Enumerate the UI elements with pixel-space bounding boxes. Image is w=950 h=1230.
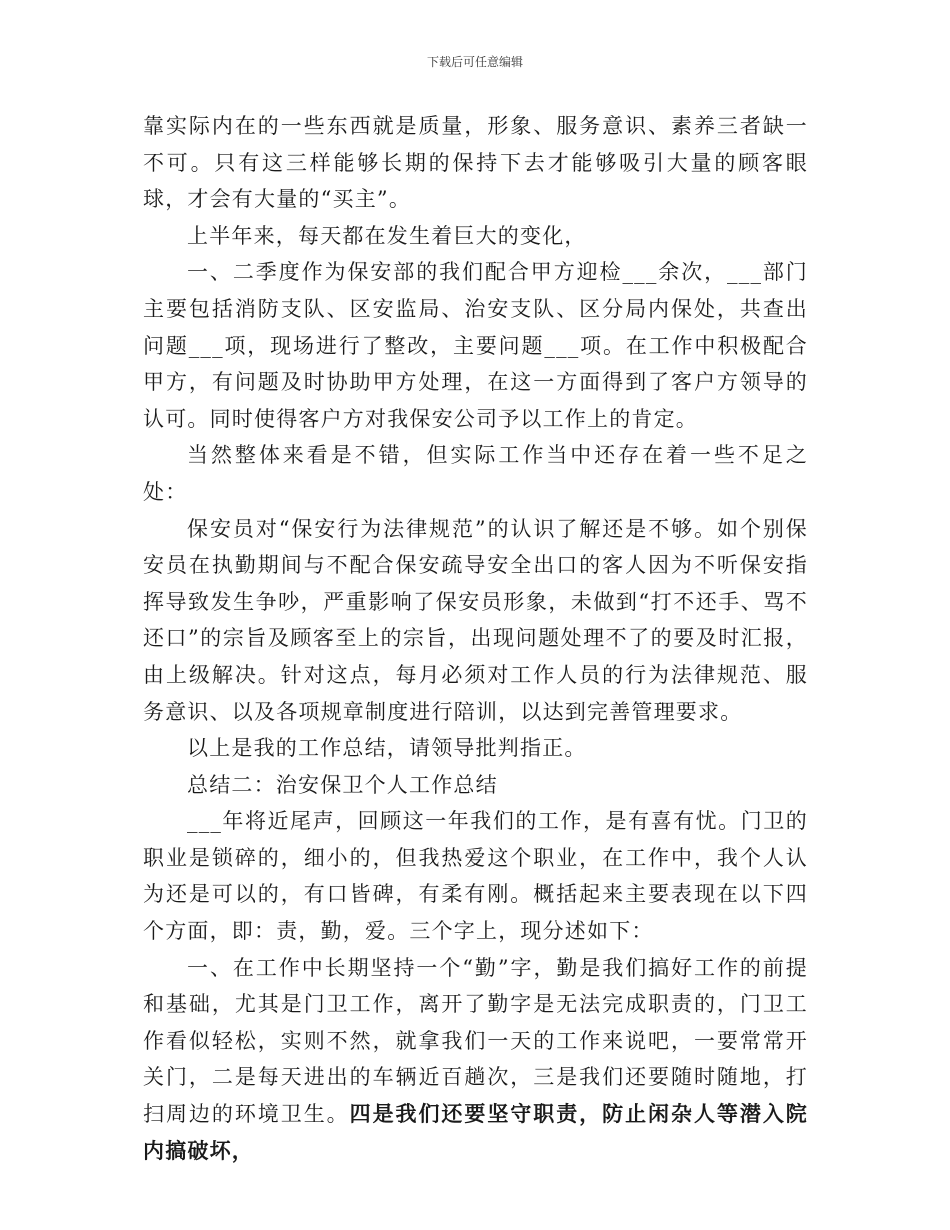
page-header: 下载后可任意编辑 xyxy=(426,55,523,69)
document-body xyxy=(143,108,808,1169)
section-heading-summary-two: 总结二：治安保卫个人工作总结 xyxy=(187,772,498,797)
paragraph-diligence-bold-text: 四是我们还要坚守职责，防止闲杂人等潜入院内搞破坏， xyxy=(143,1101,808,1163)
paragraph-inspections: 一、二季度作为保安部的我们配合甲方迎检___余次，___部门主要包括消防支队、区安监局、治安支队、区分局内保处，共查出问题___项，现场进行了整改，主要问题___项。在工作中积极配合甲方，有问题及时协助甲方处理，在这一方面得到了客户方领导的认可。同时使得客户方对我保安公司予以工作上的肯定。 xyxy=(143,260,808,431)
paragraph-shortcomings-intro: 当然整体来看是不错，但实际工作当中还存在着一些不足之处： xyxy=(143,443,808,504)
paragraph-half-year: 上半年来，每天都在发生着巨大的变化， xyxy=(187,223,587,248)
paragraph-diligence-text: 一、在工作中长期坚持一个“勤”字，勤是我们搞好工作的前提和基础，尤其是门卫工作，离开了勤字是无法完成职责的，门卫工作看似轻松，实则不然，就拿我们一天的工作来说吧，一要常常开关门，二是每天进出的车辆近百趟次，三是我们还要随时随地，打扫周边的环境卫生。 xyxy=(143,955,808,1127)
paragraph-shortcomings-detail: 保安员对“保安行为法律规范”的认识了解还是不够。如个别保安员在执勤期间与不配合保安疏导安全出口的客人因为不听保安指挥导致发生争吵，严重影响了保安员形象，未做到“打不还手、骂不还口”的宗旨及顾客至上的宗旨，出现问题处理不了的要及时汇报，由上级解决。针对这点，每月必须对工作人员的行为法律规范、服务意识、以及各项规章制度进行陪训，以达到完善管理要求。 xyxy=(143,516,808,724)
paragraph-closing: 以上是我的工作总结，请领导批判指正。 xyxy=(187,736,587,761)
paragraph-year-review: ___年将近尾声，回顾这一年我们的工作，是有喜有忧。门卫的职业是锁碎的，细小的，但我热爱这个职业，在工作中，我个人认为还是可以的，有口皆碑，有柔有刚。概括起来主要表现在以下四个方面，即：责，勤，爱。三个字上，现分述如下： xyxy=(143,809,808,944)
paragraph-diligence xyxy=(143,950,808,1170)
paragraph-continuation: 靠实际内在的一些东西就是质量，形象、服务意识、素养三者缺一不可。只有这三样能够长期的保持下去才能够吸引大量的顾客眼球，才会有大量的“买主”。 xyxy=(143,114,808,212)
